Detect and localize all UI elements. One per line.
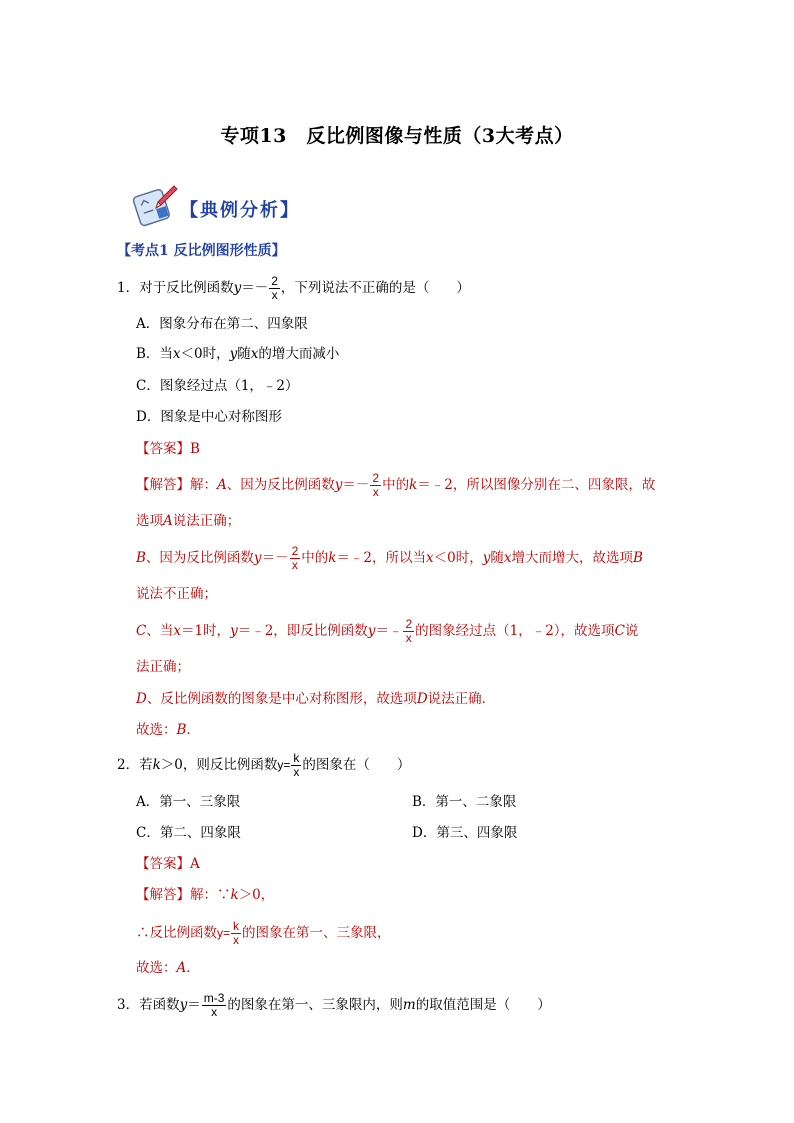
q2-var-k: k xyxy=(152,757,161,773)
q1-s8c: ． xyxy=(186,722,200,738)
q2-solution-line-1 xyxy=(136,885,274,905)
q1-s5-frac-num: 2 xyxy=(405,617,413,631)
q1-s5k: 说 xyxy=(624,623,639,639)
q1-solution-line-3 xyxy=(136,545,643,572)
q1-s1g: k xyxy=(409,477,418,493)
q1-ob-y: y xyxy=(229,346,238,362)
q2-s2-frac-den: x xyxy=(233,933,240,947)
q1-s1a: 解： xyxy=(190,477,217,493)
q1-option-a: A．图象分布在第二、四象限 xyxy=(136,316,308,332)
q1-stem-text: 1．对于反比例函数 xyxy=(117,280,234,296)
q2-stem-mid: ＞0，则反比例函数 xyxy=(160,757,278,773)
q2-s2-frac-num: k xyxy=(233,919,240,933)
q1-solution-line-2 xyxy=(136,511,240,531)
q1-s3-fraction xyxy=(290,545,301,572)
q2-answer-value: A xyxy=(190,856,200,872)
q2-s1c: ＞0， xyxy=(238,887,275,903)
q1-s3j: y xyxy=(482,550,491,566)
q1-s3g: ＝﹣2，所以当 xyxy=(336,550,427,566)
q1-eq: ＝－ xyxy=(241,280,269,296)
q1-sol-label: 【解答】 xyxy=(136,477,190,493)
q2-s2a: ∴反比例函数 xyxy=(136,925,217,941)
question-2-stem xyxy=(117,752,410,779)
q1-s5d: ＝1时， xyxy=(180,623,231,639)
q2-s1b: k xyxy=(230,887,239,903)
q1-s1-fraction xyxy=(370,472,381,499)
q2-s2-fraction xyxy=(231,920,241,947)
q1-s7d: 说法正确． xyxy=(427,691,496,707)
q1-s2a: 选项 xyxy=(136,513,163,529)
q1-solution-line-5 xyxy=(136,618,638,645)
pencil-paper-icon xyxy=(128,180,178,228)
q1-ob-1: B．当 xyxy=(136,346,173,362)
q1-ob-x2: x xyxy=(250,346,259,362)
q2-frac-den: x xyxy=(293,765,300,779)
q1-s5c: x xyxy=(173,623,181,639)
page-title: 专项13 反比例图像与性质（3大考点） xyxy=(220,125,574,147)
q1-stem-tail: ，下列说法不正确的是（ ） xyxy=(280,280,470,296)
q3-stem-text: 3．若函数 xyxy=(117,997,180,1013)
q1-s1b: A xyxy=(217,477,227,493)
q2-s3a: 故选： xyxy=(136,960,177,976)
q2-solution-line-2 xyxy=(136,920,391,947)
q3-fraction xyxy=(202,992,227,1019)
q2-stem-tail: 的图象在（ ） xyxy=(302,757,411,773)
q2-solution-line-3 xyxy=(136,958,200,978)
q1-s3n: B xyxy=(633,550,643,566)
q1-option-c: C．图象经过点（1，﹣2） xyxy=(136,378,299,394)
q1-s7c: D xyxy=(416,691,428,707)
q3-stem-mid: 的图象在第一、三象限内，则 xyxy=(227,997,403,1013)
q1-solution-line-4: 说法不正确； xyxy=(136,586,217,602)
q2-y-eq: y= xyxy=(277,758,291,772)
q2-option-a: A．第一、三象限 xyxy=(136,794,241,810)
q1-s5f: ＝﹣2，即反比例函数 xyxy=(237,623,368,639)
q2-s1a: 解：∵ xyxy=(190,887,231,903)
q1-s3e: 中的 xyxy=(301,550,329,566)
q1-s3d: ＝－ xyxy=(261,550,289,566)
q1-ob-4: 的增大而减小 xyxy=(258,346,340,362)
q1-s1e: ＝－ xyxy=(342,477,370,493)
q2-answer xyxy=(136,854,200,874)
question-3-stem xyxy=(117,992,551,1019)
q1-ob-3: 随 xyxy=(237,346,251,362)
q1-s7a: D xyxy=(136,691,147,707)
q1-frac-num: 2 xyxy=(271,274,278,288)
q1-ob-x: x xyxy=(172,346,181,362)
q1-s8a: 故选： xyxy=(136,722,177,738)
q1-answer-label: 【答案】 xyxy=(136,441,190,457)
section-banner: 【典例分析】 xyxy=(180,200,300,221)
q2-s2b: y= xyxy=(217,926,231,940)
q1-solution-line-7 xyxy=(136,689,495,709)
q3-frac-num: m-3 xyxy=(203,991,225,1005)
q1-solution-line-1 xyxy=(136,472,655,499)
q1-solution-line-8 xyxy=(136,720,200,740)
q3-frac-den: x xyxy=(211,1005,218,1019)
q1-s5i: 的图象经过点（1，﹣2），故选项 xyxy=(415,623,615,639)
q1-option-d: D．图象是中心对称图形 xyxy=(136,409,282,425)
q1-s5e: y xyxy=(230,623,238,639)
q2-answer-label: 【答案】 xyxy=(136,856,190,872)
q2-option-b: B．第一、二象限 xyxy=(412,794,517,810)
q1-s3-frac-den: x xyxy=(291,558,298,572)
q2-stem-text: 2．若 xyxy=(117,757,153,773)
q1-s3-frac-num: 2 xyxy=(291,544,299,558)
q1-answer-value: B xyxy=(190,441,200,457)
q1-s3b: 、因为反比例函数 xyxy=(145,550,254,566)
section-heading: 【考点1 反比例图形性质】 xyxy=(117,243,286,259)
q1-s5h: ＝﹣ xyxy=(375,623,403,639)
q1-s3h: x xyxy=(426,550,434,566)
q1-s3l: x xyxy=(503,550,512,566)
q3-eq: ＝ xyxy=(187,997,201,1013)
q1-s8b: B xyxy=(176,722,187,738)
q1-s5-fraction xyxy=(403,618,414,645)
q2-s2c: 的图象在第一、三象限， xyxy=(242,925,391,941)
q1-s3k: 随 xyxy=(490,550,504,566)
q2-sol-label: 【解答】 xyxy=(136,887,190,903)
q1-ob-2: ＜0时， xyxy=(180,346,230,362)
q3-stem-tail: 的取值范围是（ ） xyxy=(415,997,551,1013)
q2-fraction xyxy=(291,752,301,779)
q1-s3m: 增大而增大，故选项 xyxy=(511,550,634,566)
q2-s3c: ． xyxy=(186,960,200,976)
q1-s5j: C xyxy=(614,623,625,639)
q1-answer xyxy=(136,439,200,459)
question-1-stem xyxy=(117,275,470,302)
q1-s2b: A xyxy=(163,513,173,529)
q1-s5g: y xyxy=(367,623,376,639)
q2-option-d: D．第三、四象限 xyxy=(412,825,518,841)
q1-s3a: B xyxy=(136,550,146,566)
q1-s1d: y xyxy=(334,477,343,493)
q1-solution-line-6: 法正确； xyxy=(136,659,190,675)
q1-var-y: y xyxy=(233,280,242,296)
q1-s2c: 说法正确； xyxy=(172,513,241,529)
q1-s5b: 、当 xyxy=(146,623,174,639)
q3-var-y: y xyxy=(179,997,188,1013)
q1-option-b xyxy=(136,344,339,364)
q1-s1f: 中的 xyxy=(382,477,410,493)
q2-frac-num: k xyxy=(293,751,300,765)
q1-frac-den: x xyxy=(271,288,278,302)
q1-s1-frac-den: x xyxy=(372,485,379,499)
q2-s3b: A xyxy=(176,960,187,976)
q1-s5-frac-den: x xyxy=(405,631,412,645)
q1-s1-frac-num: 2 xyxy=(372,471,380,485)
q2-option-c: C．第二、四象限 xyxy=(136,825,241,841)
q1-s3c: y xyxy=(253,550,262,566)
q3-var-m: m xyxy=(402,997,416,1013)
q1-s1c: 、因为反比例函数 xyxy=(226,477,335,493)
q1-s5a: C xyxy=(136,623,147,639)
q1-fraction xyxy=(269,275,280,302)
q1-s1h: ＝﹣2，所以图像分别在二、四象限，故 xyxy=(417,477,656,493)
q1-s7b: 、反比例函数的图象是中心对称图形，故选项 xyxy=(146,691,417,707)
q1-s3f: k xyxy=(328,550,337,566)
q1-s3i: ＜0时， xyxy=(433,550,483,566)
